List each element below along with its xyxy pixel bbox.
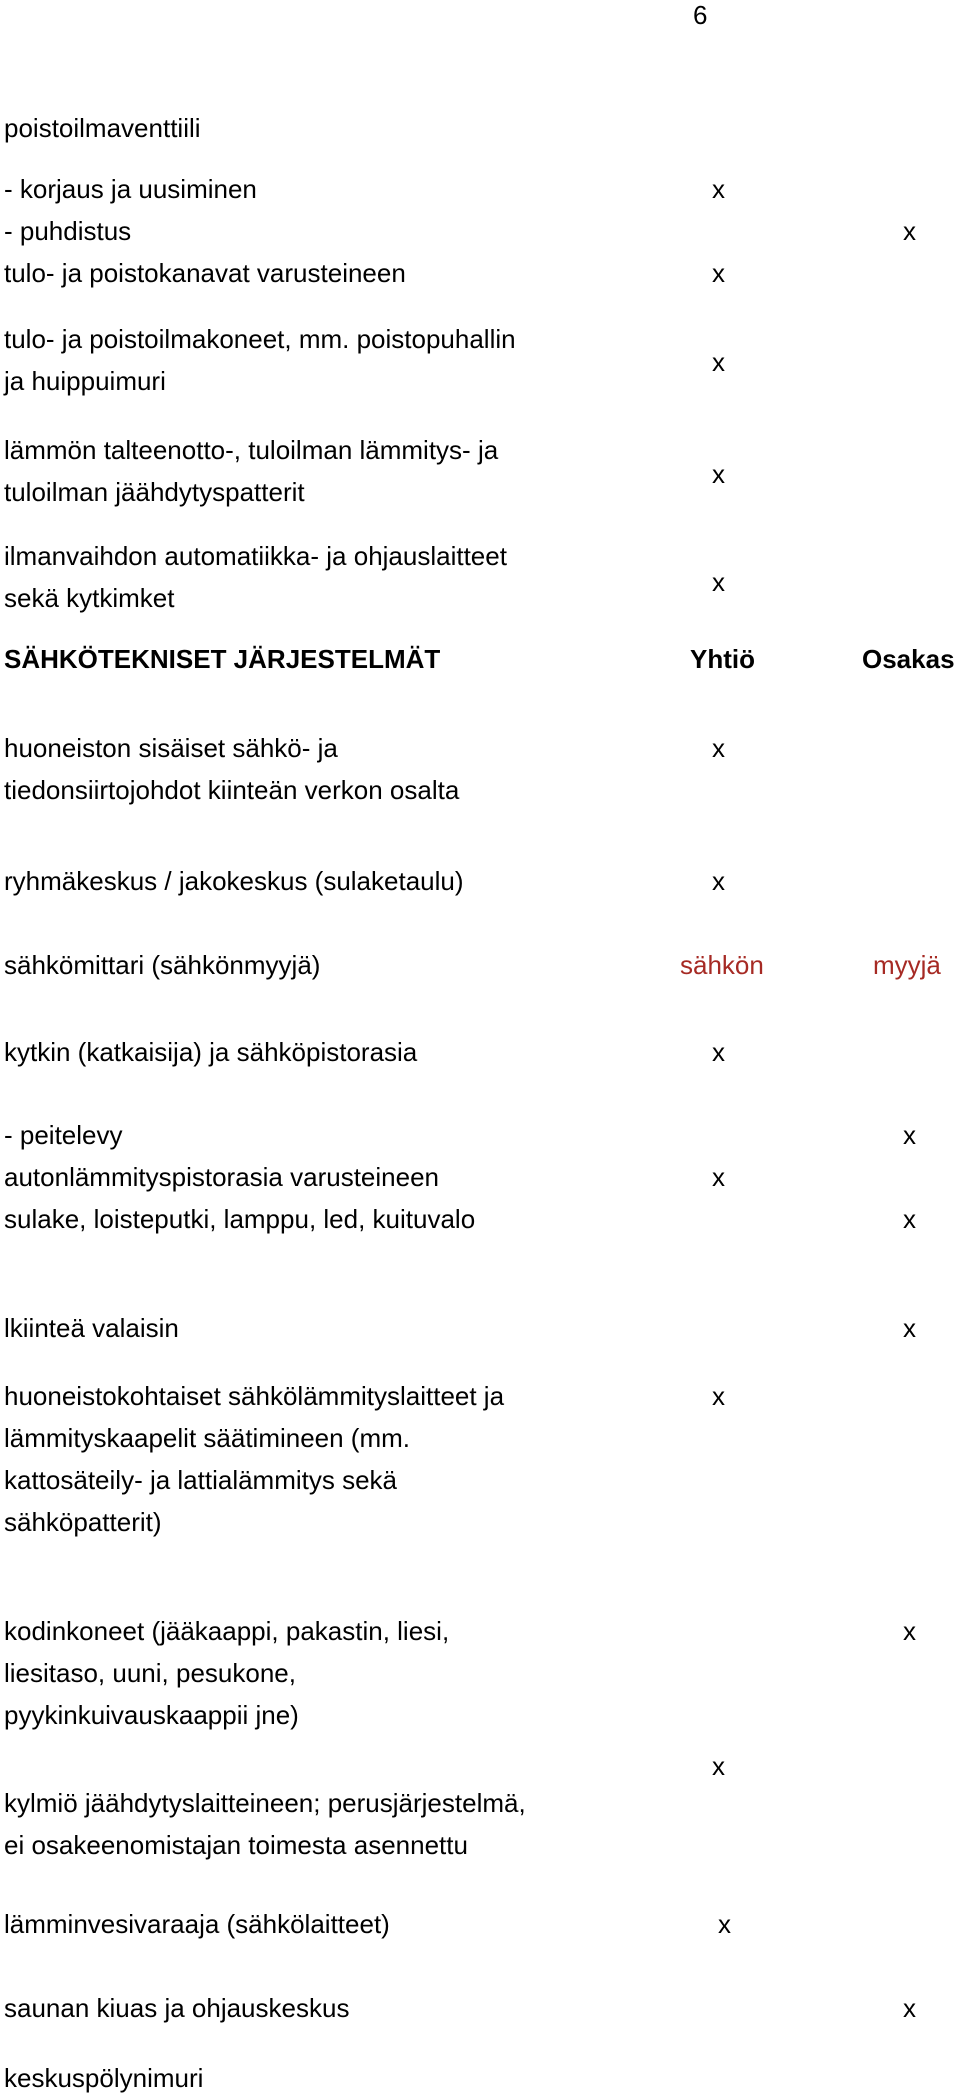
mark-owner: x xyxy=(903,1616,916,1646)
row-label: lkiinteä valaisin xyxy=(4,1313,179,1343)
mark-owner: x xyxy=(903,1313,916,1343)
mark-company: x xyxy=(712,347,725,377)
mark-company: x xyxy=(712,1162,725,1192)
mark-company: x xyxy=(712,258,725,288)
mark-company: x xyxy=(712,174,725,204)
mark-company: x xyxy=(712,1037,725,1067)
row-label: liesitaso, uuni, pesukone, xyxy=(4,1658,296,1688)
owner-value: myyjä xyxy=(873,950,941,980)
row-label: tulo- ja poistoilmakoneet, mm. poistopuhallin xyxy=(4,324,516,354)
row-label: - korjaus ja uusiminen xyxy=(4,174,257,204)
row-label: poistoilmaventtiili xyxy=(4,113,201,143)
row-label: - puhdistus xyxy=(4,216,132,246)
row-label: tulo- ja poistokanavat varusteineen xyxy=(4,258,406,288)
row-label: lämminvesivaraaja (sähkölaitteet) xyxy=(4,1909,390,1939)
mark-company: x xyxy=(712,1381,725,1411)
row-label: pyykinkuivauskaappii jne) xyxy=(4,1700,299,1730)
row-label: ilmanvaihdon automatiikka- ja ohjauslaitteet xyxy=(4,541,507,571)
row-label: sulake, loisteputki, lamppu, led, kuituvalo xyxy=(4,1204,476,1234)
row-label: sähköpatterit) xyxy=(4,1507,162,1537)
row-label: huoneiston sisäiset sähkö- ja xyxy=(4,733,338,763)
row-label: lämmön talteenotto-, tuloilman lämmitys- ja xyxy=(4,435,499,465)
mark-owner: x xyxy=(903,1204,916,1234)
row-label: ja huippuimuri xyxy=(4,366,166,396)
row-label: huoneistokohtaiset sähkölämmityslaitteet ja xyxy=(4,1381,505,1411)
row-label: sekä kytkimket xyxy=(4,583,175,613)
section-title: SÄHKÖTEKNISET JÄRJESTELMÄT xyxy=(4,644,441,674)
row-label: saunan kiuas ja ohjauskeskus xyxy=(4,1993,350,2023)
mark-owner: x xyxy=(903,1120,916,1150)
row-label: tuloilman jäähdytyspatterit xyxy=(4,477,305,507)
mark-company: x xyxy=(712,866,725,896)
row-label: kodinkoneet (jääkaappi, pakastin, liesi, xyxy=(4,1616,450,1646)
row-label: ryhmäkeskus / jakokeskus (sulaketaulu) xyxy=(4,866,464,896)
column-header-owner: Osakas xyxy=(862,644,955,674)
row-label: kytkin (katkaisija) ja sähköpistorasia xyxy=(4,1037,418,1067)
mark-company: x xyxy=(712,567,725,597)
page-number: 6 xyxy=(693,0,708,30)
row-label: keskuspölynimuri xyxy=(4,2063,204,2093)
row-label: lämmityskaapelit säätimineen (mm. xyxy=(4,1423,411,1453)
row-label: - peitelevy xyxy=(4,1120,123,1150)
row-label: tiedonsiirtojohdot kiinteän verkon osalta xyxy=(4,775,460,805)
mark-company: x xyxy=(712,459,725,489)
mark-company: x xyxy=(718,1909,731,1939)
row-label: sähkömittari (sähkönmyyjä) xyxy=(4,950,321,980)
column-header-company: Yhtiö xyxy=(690,644,755,674)
row-label: ei osakeenomistajan toimesta asennettu xyxy=(4,1830,468,1860)
mark-owner: x xyxy=(903,1993,916,2023)
row-label: autonlämmityspistorasia varusteineen xyxy=(4,1162,439,1192)
mark-owner: x xyxy=(903,216,916,246)
company-value: sähkön xyxy=(680,950,764,980)
row-label: kattosäteily- ja lattialämmitys sekä xyxy=(4,1465,398,1495)
row-label: kylmiö jäähdytyslaitteineen; perusjärjestelmä, xyxy=(4,1788,526,1818)
mark-company: x xyxy=(712,1751,725,1781)
mark-company: x xyxy=(712,733,725,763)
